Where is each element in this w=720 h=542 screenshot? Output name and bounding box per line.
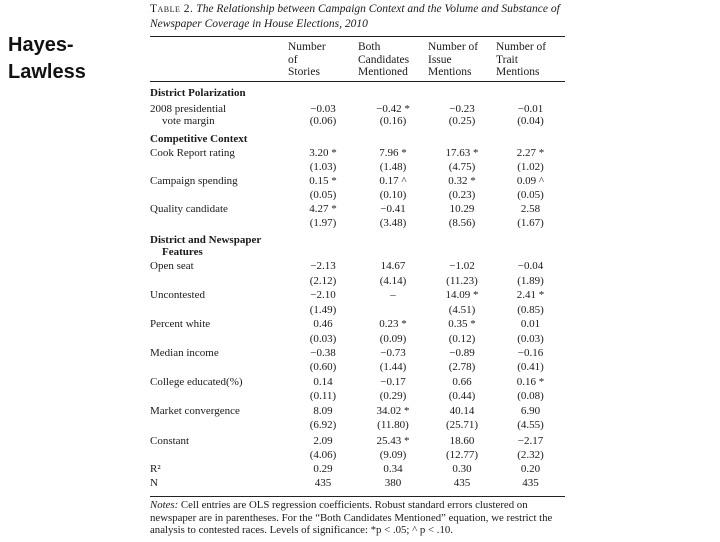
table-row — [150, 346, 565, 360]
notes-lead: Notes: — [150, 499, 179, 511]
table-row — [150, 114, 565, 128]
table-cell: (0.44) — [448, 390, 476, 402]
row-label: Market convergence — [150, 405, 240, 417]
table-cell: 0.15 * — [309, 175, 337, 187]
table-cell: (0.25) — [448, 115, 476, 127]
table-row — [150, 274, 565, 288]
table-cell: −2.10 — [310, 289, 336, 301]
table-cell: 435 — [453, 477, 471, 489]
row-label — [150, 448, 288, 462]
table-cell: 2.41 * — [516, 289, 545, 301]
table-cell: 0.16 * — [516, 376, 545, 388]
table-cell: (0.60) — [309, 361, 337, 373]
table-cell: 0.01 — [520, 318, 541, 330]
table-cell: 2.09 — [313, 435, 333, 447]
table-cell: 0.66 — [452, 376, 472, 388]
table-title: The Relationship between Campaign Context and the Volume and Substance of Newspaper Coverage in House Elections, 2010 — [150, 3, 560, 30]
table-cell: 435 — [314, 477, 332, 489]
table-cell: (1.03) — [309, 161, 337, 173]
row-label: College educated(%) — [150, 376, 243, 388]
table-cell: −0.04 — [517, 260, 544, 272]
table-cell: 0.23 * — [379, 318, 407, 330]
table-cell: (0.12) — [448, 333, 476, 345]
table-cell: (1.48) — [379, 161, 407, 173]
table-cell: 0.46 — [313, 318, 333, 330]
table-row — [150, 375, 565, 389]
table-cell: (9.09) — [379, 449, 407, 461]
table-cell: (4.55) — [517, 419, 544, 431]
table-cell: 0.35 * — [448, 318, 476, 330]
table-row — [150, 476, 565, 490]
header-trait-mentions: Number of Trait Mentions — [496, 41, 547, 78]
table-row — [150, 303, 565, 317]
table-row — [150, 216, 565, 230]
table-row — [150, 448, 565, 462]
row-label: Campaign spending — [150, 175, 238, 187]
header-stub — [150, 41, 288, 81]
table-row — [150, 389, 565, 403]
side-label-line-2: Lawless — [8, 61, 86, 83]
table-cell: (0.09) — [379, 333, 407, 345]
side-label-line-1: Hayes- — [8, 34, 74, 56]
table-cell: (0.41) — [517, 361, 544, 373]
table-row — [150, 160, 565, 174]
table-cell: −0.42 * — [376, 103, 410, 115]
table-cell: (0.08) — [517, 390, 544, 402]
table-cell: (1.49) — [309, 304, 337, 316]
table-row — [150, 188, 565, 202]
table-cell: 0.30 — [452, 463, 472, 475]
row-label — [150, 389, 288, 403]
table-cell: 0.17 ^ — [379, 175, 407, 187]
row-label: R² — [150, 463, 161, 475]
column-headers — [150, 37, 565, 81]
row-label — [150, 332, 288, 346]
table-cell: (0.06) — [309, 115, 337, 127]
section-header-row — [150, 132, 565, 146]
table-cell: −0.23 — [449, 103, 475, 115]
row-label: Open seat — [150, 260, 194, 272]
row-label — [150, 418, 288, 432]
table-cell: (0.03) — [309, 333, 337, 345]
table-cell: −1.02 — [449, 260, 475, 272]
table-cell: (0.05) — [517, 189, 544, 201]
notes-text: Cell entries are OLS regression coefficients. Robust standard errors clustered on newspaper are in parentheses. For the “Both Candidates Mentioned” equation, we restrict the analysis to contested races. Levels of significance: *p < .05; ^ p < .10. — [150, 499, 553, 536]
row-label: Uncontested — [150, 289, 205, 301]
table-cell: −0.17 — [380, 376, 406, 388]
table-cell: 0.20 — [520, 463, 541, 475]
table-cell: (1.67) — [517, 217, 544, 229]
row-label: N — [150, 477, 158, 489]
table-cell: (8.56) — [448, 217, 476, 229]
table-cell: (0.03) — [517, 333, 544, 345]
table-cell: (2.78) — [448, 361, 476, 373]
table-cell: 6.90 — [520, 405, 541, 417]
table-cell: 17.63 * — [445, 147, 479, 159]
table-cell: −0.38 — [310, 347, 336, 359]
table-row — [150, 259, 565, 273]
table-cell: (11.80) — [377, 419, 409, 431]
table-cell: (4.51) — [448, 304, 476, 316]
table-cell: (0.85) — [517, 304, 544, 316]
table-cell: 8.09 — [313, 405, 333, 417]
row-label — [150, 360, 288, 374]
table-row — [150, 202, 565, 216]
table-cell: (3.48) — [379, 217, 407, 229]
row-label — [150, 303, 288, 317]
table-cell: (0.16) — [379, 115, 407, 127]
table-caption — [150, 2, 565, 32]
table-cell: 0.32 * — [448, 175, 476, 187]
table-cell: (0.23) — [448, 189, 476, 201]
row-label: Features — [162, 246, 203, 258]
table-cell: 4.27 * — [309, 203, 337, 215]
section-header-row — [150, 245, 565, 259]
table-cell: −0.73 — [380, 347, 406, 359]
table-row — [150, 404, 565, 418]
row-label: Quality candidate — [150, 203, 228, 215]
table-cell: 0.34 — [383, 463, 403, 475]
table-cell: −0.16 — [517, 347, 544, 359]
table-cell: −2.13 — [310, 260, 336, 272]
table-cell: (12.77) — [445, 449, 479, 461]
table-cell: (0.11) — [309, 390, 337, 402]
table-cell: −2.17 — [517, 435, 544, 447]
table-cell: 10.29 — [449, 203, 475, 215]
row-label: 2008 presidential — [150, 103, 227, 115]
table-cell — [358, 303, 428, 317]
row-label — [150, 216, 288, 230]
table-cell: 3.20 * — [309, 147, 337, 159]
table-cell: (4.14) — [379, 275, 407, 287]
table-label: Table 2. — [150, 3, 194, 15]
row-label — [150, 188, 288, 202]
table-cell: −0.41 — [380, 203, 406, 215]
table-row — [150, 462, 565, 476]
table-row — [150, 434, 565, 448]
row-label: Percent white — [150, 318, 211, 330]
table-row — [150, 146, 565, 160]
table-notes — [150, 499, 566, 537]
table-cell: 380 — [384, 477, 402, 489]
table-cell: 2.27 * — [516, 147, 545, 159]
table-row — [150, 360, 565, 374]
table-cell: 0.14 — [313, 376, 333, 388]
table-cell: (0.10) — [379, 189, 407, 201]
table-cell: (1.89) — [517, 275, 544, 287]
table-cell: 14.09 * — [445, 289, 479, 301]
table-cell: −0.01 — [517, 103, 544, 115]
table-cell: (4.06) — [309, 449, 337, 461]
regression-table — [150, 0, 565, 542]
table-cell: 25.43 * — [376, 435, 410, 447]
row-label: District and Newspaper — [150, 234, 262, 246]
row-label: Cook Report rating — [150, 147, 235, 159]
table-cell: (6.92) — [309, 419, 337, 431]
table-cell: 0.29 — [313, 463, 333, 475]
row-label: Competitive Context — [150, 133, 248, 145]
header-both-candidates: Both Candidates Mentioned — [358, 41, 410, 78]
table-cell: (0.05) — [309, 189, 337, 201]
table-cell: (1.97) — [309, 217, 337, 229]
table-row — [150, 332, 565, 346]
table-cell: 0.09 ^ — [516, 175, 545, 187]
row-label: District Polarization — [150, 87, 246, 99]
table-cell: (25.71) — [445, 419, 479, 431]
row-label — [150, 160, 288, 174]
table-cell: 2.58 — [520, 203, 541, 215]
table-cell: (0.29) — [379, 390, 407, 402]
table-row — [150, 418, 565, 432]
table-cell: 14.67 — [380, 260, 406, 272]
table-cell: 18.60 — [449, 435, 475, 447]
header-number-of-stories: Number of Stories — [288, 41, 326, 78]
table-cell: (4.75) — [448, 161, 476, 173]
table-cell: 40.14 — [449, 405, 475, 417]
table-cell: – — [390, 289, 396, 301]
table-cell: −0.03 — [310, 103, 336, 115]
table-cell: 34.02 * — [376, 405, 410, 417]
table-row — [150, 174, 565, 188]
table-cell: (11.23) — [446, 275, 478, 287]
table-cell: −0.89 — [449, 347, 475, 359]
table-cell: (2.32) — [517, 449, 544, 461]
row-label — [150, 274, 288, 288]
table-cell: (1.44) — [379, 361, 407, 373]
table-body — [150, 82, 565, 542]
row-label: Median income — [150, 347, 219, 359]
row-label: Constant — [150, 435, 190, 447]
table-row — [150, 288, 565, 302]
table-cell: 7.96 * — [379, 147, 407, 159]
notes-rule — [150, 496, 565, 497]
table-cell: 435 — [522, 477, 539, 489]
table-row — [150, 317, 565, 331]
table-cell: (0.04) — [517, 115, 544, 127]
row-label: vote margin — [162, 115, 215, 127]
header-issue-mentions: Number of Issue Mentions — [428, 41, 479, 78]
presentation-side-label — [8, 32, 128, 86]
table-cell: (1.02) — [517, 161, 544, 173]
section-header-row — [150, 86, 565, 100]
table-cell: (2.12) — [309, 275, 337, 287]
